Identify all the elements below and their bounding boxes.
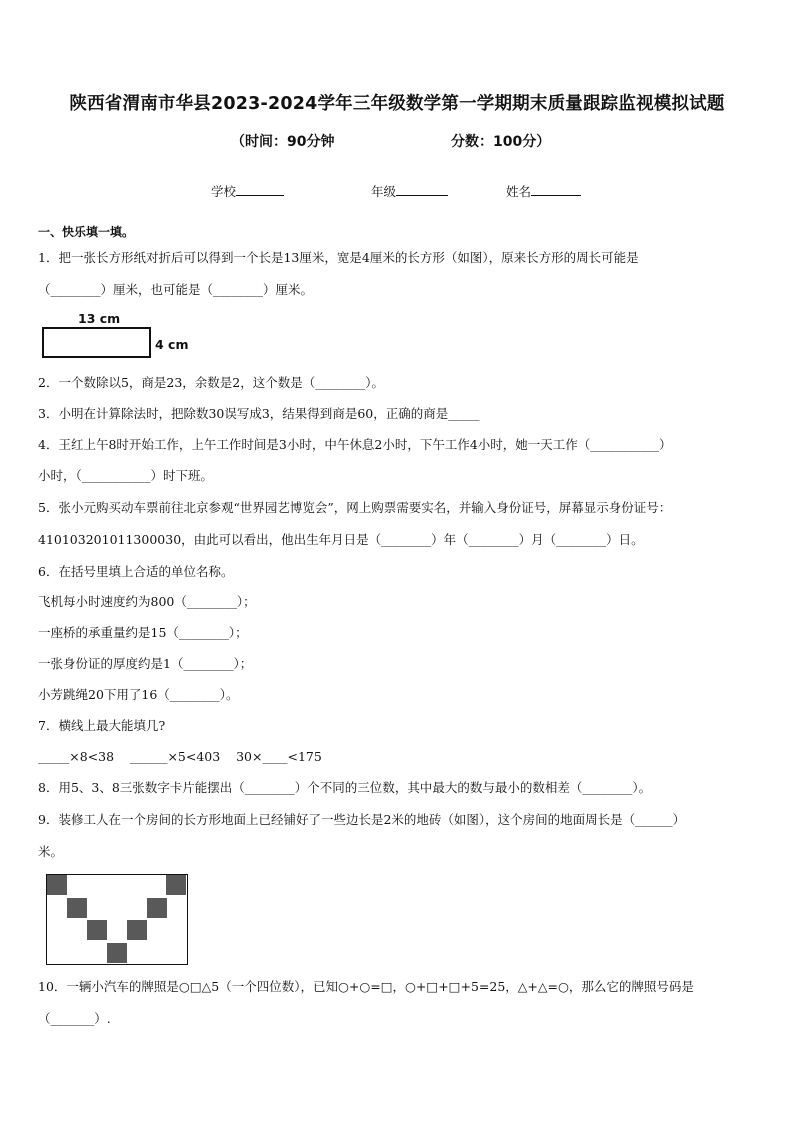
question-1-line-2: （________）厘米，也可能是（________）厘米。 xyxy=(38,282,314,297)
question-3: 3．小明在计算除法时，把除数30误写成3，结果得到商是60，正确的商是_____ xyxy=(38,406,480,421)
exam-score: 分数：100分） xyxy=(451,134,551,150)
question-4-line-2: 小时，（___________）时下班。 xyxy=(38,468,214,483)
question-6-item-a: 飞机每小时速度约为800（________）； xyxy=(38,594,256,609)
question-10-line-1: 10．一辆小汽车的牌照是○□△5（一个四位数），已知○+○=□，○+□+□+5=25，△+△=○，那么它的牌照号码是 xyxy=(38,979,694,994)
school-field xyxy=(211,182,284,200)
exam-time: （时间：90分钟 xyxy=(231,134,335,150)
question-6-item-c: 一张身份证的厚度约是1（________）； xyxy=(38,656,253,671)
figure-length-label: 13 cm xyxy=(78,311,121,326)
question-6-item-d: 小芳跳绳20下用了16（________）。 xyxy=(38,687,239,702)
floor-tiles-figure xyxy=(46,874,188,965)
floor-tile xyxy=(127,920,147,940)
question-6-item-b: 一座桥的承重量约是15（________）； xyxy=(38,625,248,640)
name-label: 姓名 xyxy=(506,184,532,199)
floor-tile xyxy=(147,898,167,918)
question-7-line-2: _____×8<38 ______×5<403 30×____<175 xyxy=(38,749,322,764)
floor-tile xyxy=(87,920,107,940)
floor-tile xyxy=(67,898,87,918)
question-1-line-1: 1．把一张长方形纸对折后可以得到一个长是13厘米，宽是4厘米的长方形（如图），原来长方形的周长可能是 xyxy=(38,250,639,265)
rectangle-shape xyxy=(42,327,151,358)
name-field xyxy=(506,182,581,200)
name-blank xyxy=(531,183,581,196)
question-5-line-1: 5．张小元购买动车票前往北京参观“世界园艺博览会”，网上购票需要实名，并输入身份证号，屏幕显示身份证号： xyxy=(38,500,672,515)
question-7-line-1: 7．横线上最大能填几? xyxy=(38,718,166,733)
section-heading: 一、快乐填一填。 xyxy=(38,225,135,239)
question-10-line-2: （_______）. xyxy=(38,1011,111,1026)
question-9-line-2: 米。 xyxy=(38,844,64,859)
school-blank xyxy=(236,183,284,196)
question-4-line-1: 4．王红上午8时开始工作，上午工作时间是3小时，中午休息2小时，下午工作4小时，她一天工作（___________） xyxy=(38,437,672,452)
floor-tile xyxy=(107,943,127,963)
question-6-line-1: 6．在括号里填上合适的单位名称。 xyxy=(38,564,234,579)
question-5-line-2: 410103201011300030，由此可以看出，他出生年月日是（________）年（________）月（________）日。 xyxy=(38,532,644,547)
figure-width-label: 4 cm xyxy=(155,337,189,352)
grade-blank xyxy=(396,183,448,196)
question-8: 8．用5、3、8三张数字卡片能摆出（________）个不同的三位数，其中最大的数与最小的数相差（________）。 xyxy=(38,780,652,795)
school-label: 学校 xyxy=(211,184,237,199)
grade-field xyxy=(371,182,448,200)
grade-label: 年级 xyxy=(371,184,397,199)
floor-tile xyxy=(47,875,67,895)
page-title: 陕西省渭南市华县2023-2024学年三年级数学第一学期期末质量跟踪监视模拟试题 xyxy=(69,94,725,114)
question-9-line-1: 9．装修工人在一个房间的长方形地面上已经铺好了一些边长是2米的地砖（如图），这个房间的地面周长是（______） xyxy=(38,812,686,827)
question-2: 2．一个数除以5，商是23，余数是2，这个数是（________）。 xyxy=(38,375,385,390)
floor-tile xyxy=(166,875,186,895)
